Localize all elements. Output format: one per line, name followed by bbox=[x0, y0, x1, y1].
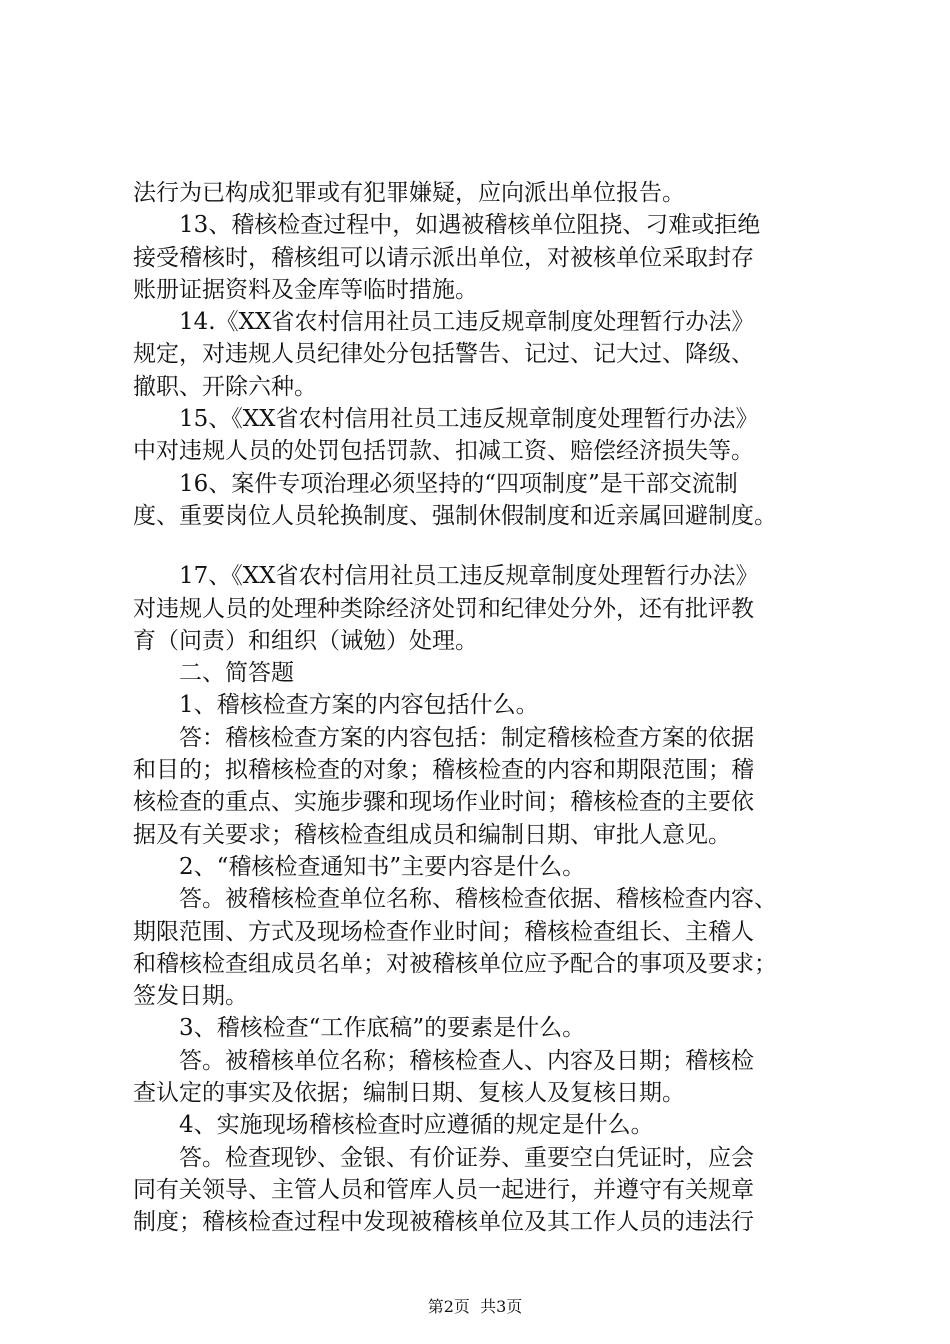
text-line: 中对违规人员的处罚包括罚款、扣减工资、赔偿经济损失等。 bbox=[133, 438, 754, 465]
text-line: 核检查的重点、实施步骤和现场作业时间；稽核检查的主要依 bbox=[133, 789, 754, 816]
text-line: 签发日期。 bbox=[133, 983, 248, 1010]
text-line-item-14: 14.《XX省农村信用社员工违反规章制度处理暂行办法》 bbox=[179, 309, 755, 336]
text-line: 育（问责）和组织（诫勉）处理。 bbox=[133, 627, 478, 654]
paragraph-gap bbox=[133, 532, 833, 560]
section-heading: 二、简答题 bbox=[179, 660, 294, 687]
page-footer bbox=[0, 1297, 950, 1317]
text-line: 据及有关要求；稽核检查组成员和编制日期、审批人意见。 bbox=[133, 821, 731, 848]
answer-3: 答。被稽核单位名称；稽核检查人、内容及日期；稽核检 bbox=[179, 1047, 754, 1074]
document-body bbox=[133, 177, 833, 1239]
text-line-item-15: 15、《XX省农村信用社员工违反规章制度处理暂行办法》 bbox=[179, 406, 759, 433]
text-line: 法行为已构成犯罪或有犯罪嫌疑，应向派出单位报告。 bbox=[133, 180, 685, 206]
text-line: 对违规人员的处理种类除经济处罚和纪律处分外，还有批评教 bbox=[133, 595, 754, 622]
text-line-item-16: 16、案件专项治理必须坚持的“四项制度”是干部交流制 bbox=[179, 470, 738, 497]
text-line: 同有关领导、主管人员和管库人员一起进行，并遵守有关规章 bbox=[133, 1176, 754, 1203]
text-line: 和稽核检查组成员名单；对被稽核单位应予配合的事项及要求； bbox=[133, 950, 777, 977]
text-line: 规定，对违规人员纪律处分包括警告、记过、记大过、降级、 bbox=[133, 341, 754, 368]
answer-4: 答。检查现钞、金银、有价证券、重要空白凭证时，应会 bbox=[179, 1144, 754, 1171]
answer-2: 答。被稽核检查单位名称、稽核检查依据、稽核检查内容、 bbox=[179, 886, 777, 913]
text-line: 查认定的事实及依据；编制日期、复核人及复核日期。 bbox=[133, 1080, 685, 1107]
text-line: 撤职、开除六种。 bbox=[133, 373, 317, 400]
text-line: 和目的；拟稽核检查的对象；稽核检查的内容和期限范围；稽 bbox=[133, 757, 754, 784]
question-3: 3、稽核检查“工作底稿”的要素是什么。 bbox=[179, 1015, 586, 1042]
question-2: 2、“稽核检查通知书”主要内容是什么。 bbox=[179, 853, 586, 880]
text-line-item-17: 17、《XX省农村信用社员工违反规章制度处理暂行办法》 bbox=[179, 563, 759, 590]
text-line: 账册证据资料及金库等临时措施。 bbox=[133, 276, 478, 303]
text-line: 度、重要岗位人员轮换制度、强制休假制度和近亲属回避制度。 bbox=[133, 502, 777, 529]
text-line-item-13: 13、稽核检查过程中，如遇被稽核单位阻挠、刁难或拒绝 bbox=[179, 212, 761, 239]
answer-1: 答：稽核检查方案的内容包括：制定稽核检查方案的依据 bbox=[179, 724, 754, 751]
question-1: 1、稽核检查方案的内容包括什么。 bbox=[179, 692, 539, 719]
question-4: 4、实施现场稽核检查时应遵循的规定是什么。 bbox=[179, 1112, 654, 1139]
text-line: 接受稽核时，稽核组可以请示派出单位，对被核单位采取封存 bbox=[133, 244, 754, 271]
text-line: 期限范围、方式及现场检查作业时间；稽核检查组长、主稽人 bbox=[133, 918, 754, 945]
page-number: 第2页 共3页 bbox=[427, 1297, 523, 1316]
text-line: 制度；稽核检查过程中发现被稽核单位及其工作人员的违法行 bbox=[133, 1209, 754, 1236]
